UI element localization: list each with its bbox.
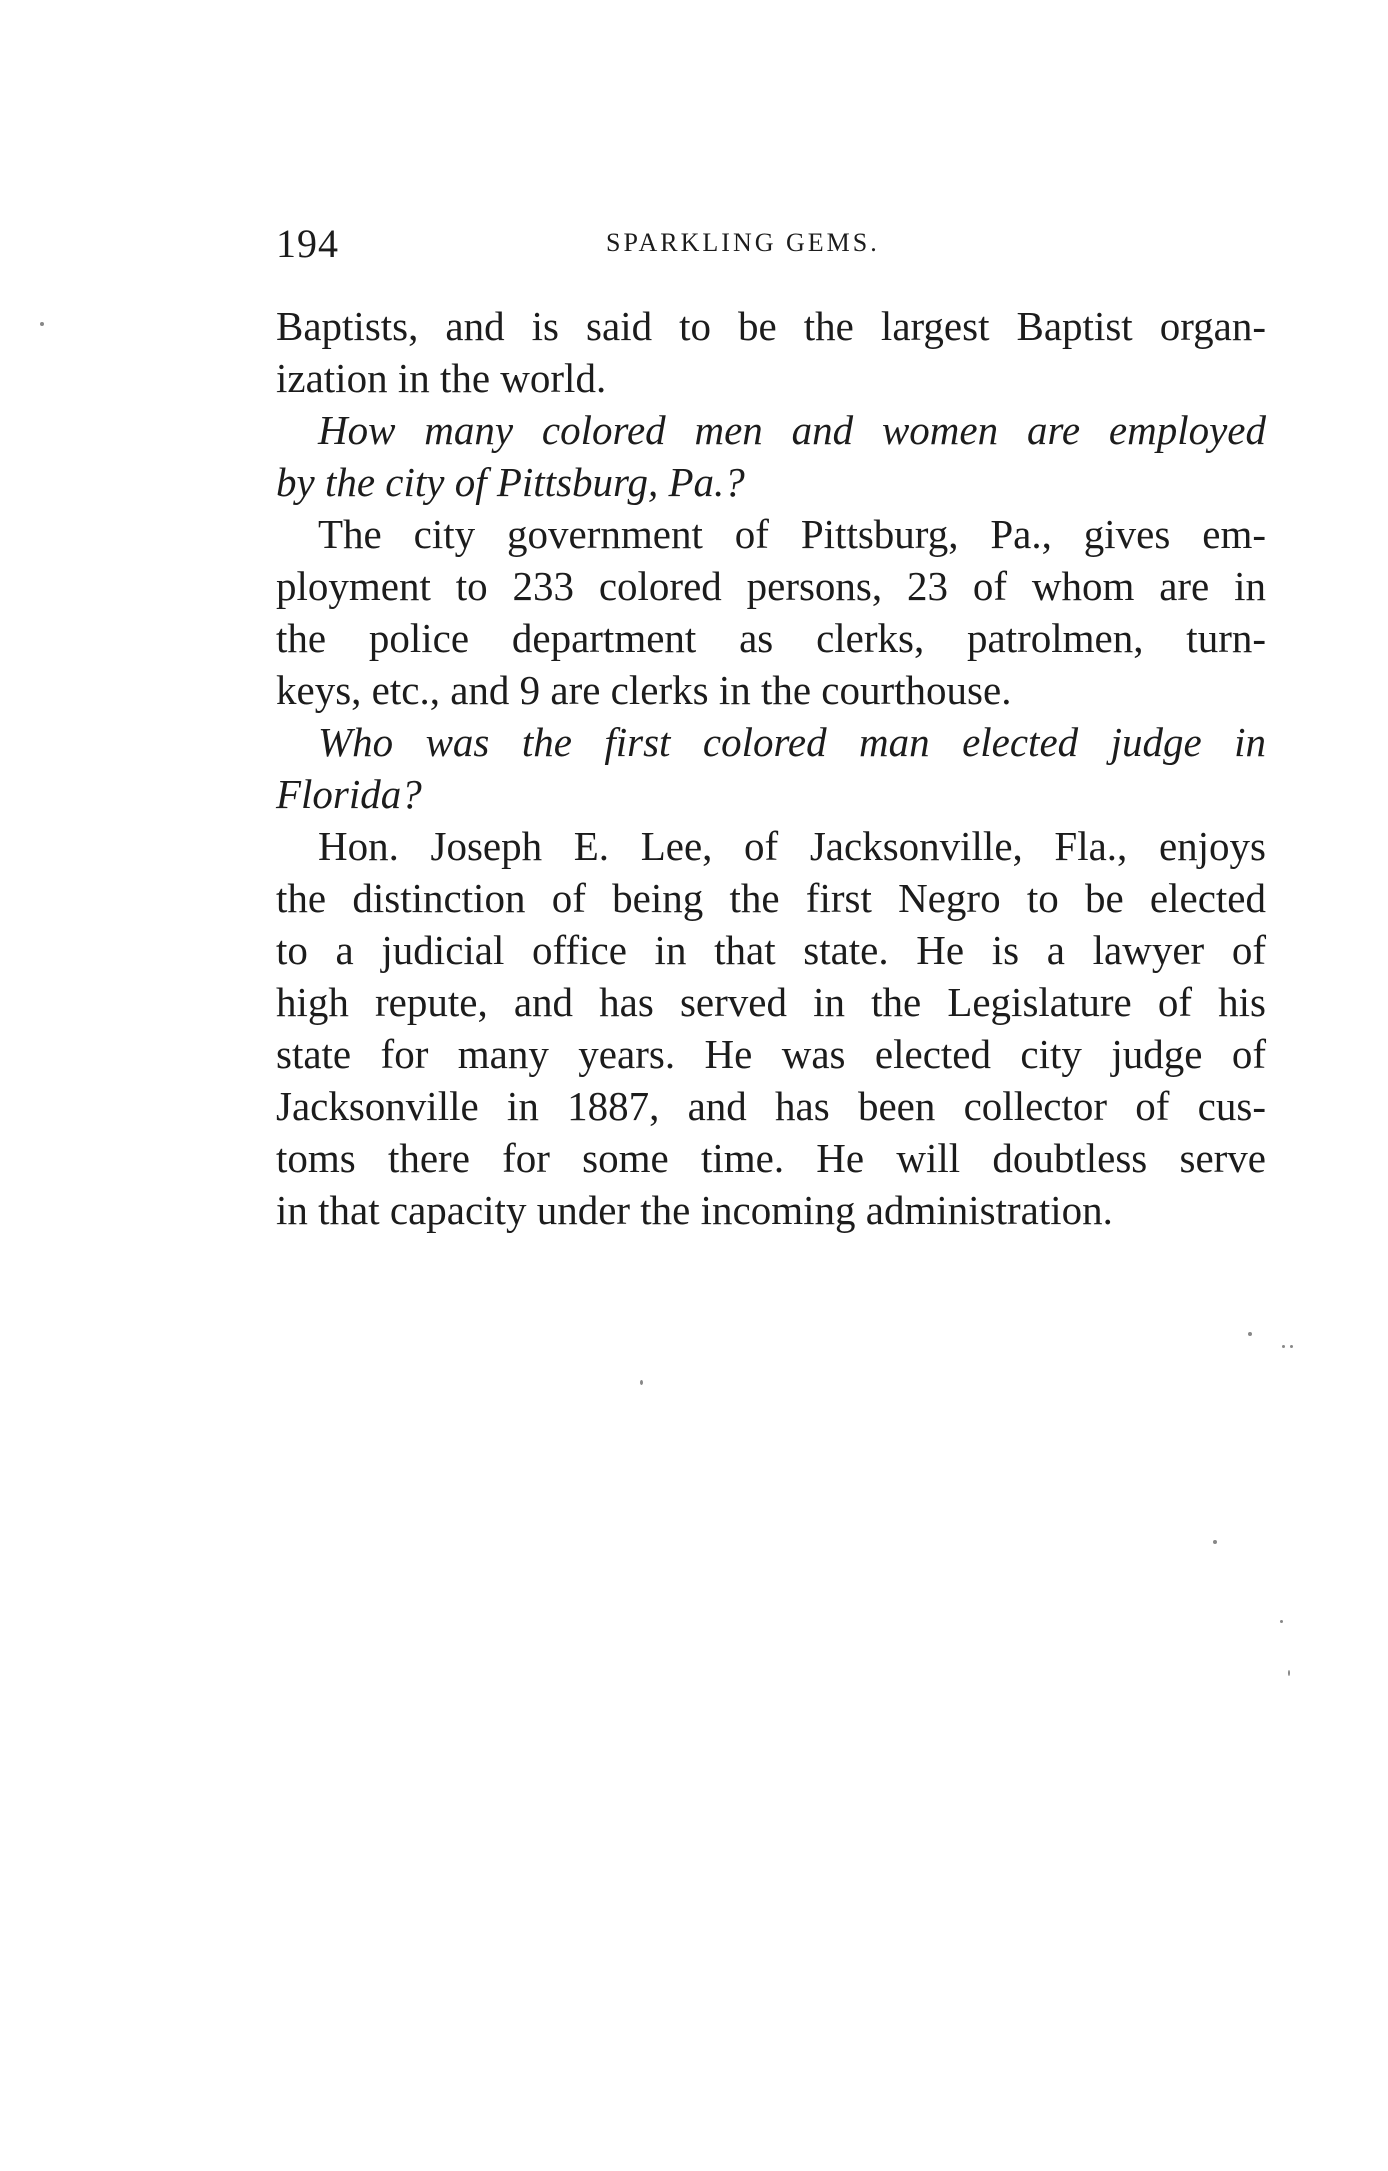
question-line: Florida? xyxy=(276,771,422,817)
text-line: the distinction of being the first Negro to be elected xyxy=(276,875,1266,921)
scan-speck xyxy=(40,322,44,326)
answer-paragraph xyxy=(276,820,1266,1236)
scan-speck xyxy=(1280,1620,1283,1623)
scan-speck xyxy=(1213,1540,1217,1544)
text-line: ization in the world. xyxy=(276,355,607,401)
text-line: in that capacity under the incoming administration. xyxy=(276,1187,1113,1233)
text-line: high repute, and has served in the Legislature of his xyxy=(276,979,1266,1025)
question-line: Who was the first colored man elected judge in xyxy=(318,719,1266,765)
scan-speck xyxy=(1288,1670,1290,1676)
text-line: ployment to 233 colored persons, 23 of whom are in xyxy=(276,563,1266,609)
question-line: by the city of Pittsburg, Pa.? xyxy=(276,459,745,505)
question-paragraph xyxy=(276,716,1266,820)
scan-speck xyxy=(640,1380,643,1385)
question-line: How many colored men and women are employed xyxy=(318,407,1266,453)
paragraph-continued xyxy=(276,300,1266,404)
text-line: toms there for some time. He will doubtless serve xyxy=(276,1135,1266,1181)
scan-speck xyxy=(1290,1345,1293,1348)
question-paragraph xyxy=(276,404,1266,508)
page-number: 194 xyxy=(276,221,339,266)
text-line: Jacksonville in 1887, and has been collector of cus- xyxy=(276,1083,1266,1129)
text-line: the police department as clerks, patrolmen, turn- xyxy=(276,615,1266,661)
text-line: state for many years. He was elected city judge of xyxy=(276,1031,1266,1077)
body-text xyxy=(276,300,1266,1236)
running-title: SPARKLING GEMS. xyxy=(606,228,880,257)
scan-speck xyxy=(1248,1332,1252,1336)
running-head xyxy=(276,220,1276,270)
text-line: The city government of Pittsburg, Pa., gives em- xyxy=(318,511,1266,557)
scan-speck xyxy=(1282,1345,1285,1348)
text-line: keys, etc., and 9 are clerks in the courthouse. xyxy=(276,667,1012,713)
text-line: to a judicial office in that state. He is a lawyer of xyxy=(276,927,1266,973)
answer-paragraph xyxy=(276,508,1266,716)
text-line: Hon. Joseph E. Lee, of Jacksonville, Fla., enjoys xyxy=(318,823,1266,869)
text-line: Baptists, and is said to be the largest Baptist organ- xyxy=(276,303,1266,349)
